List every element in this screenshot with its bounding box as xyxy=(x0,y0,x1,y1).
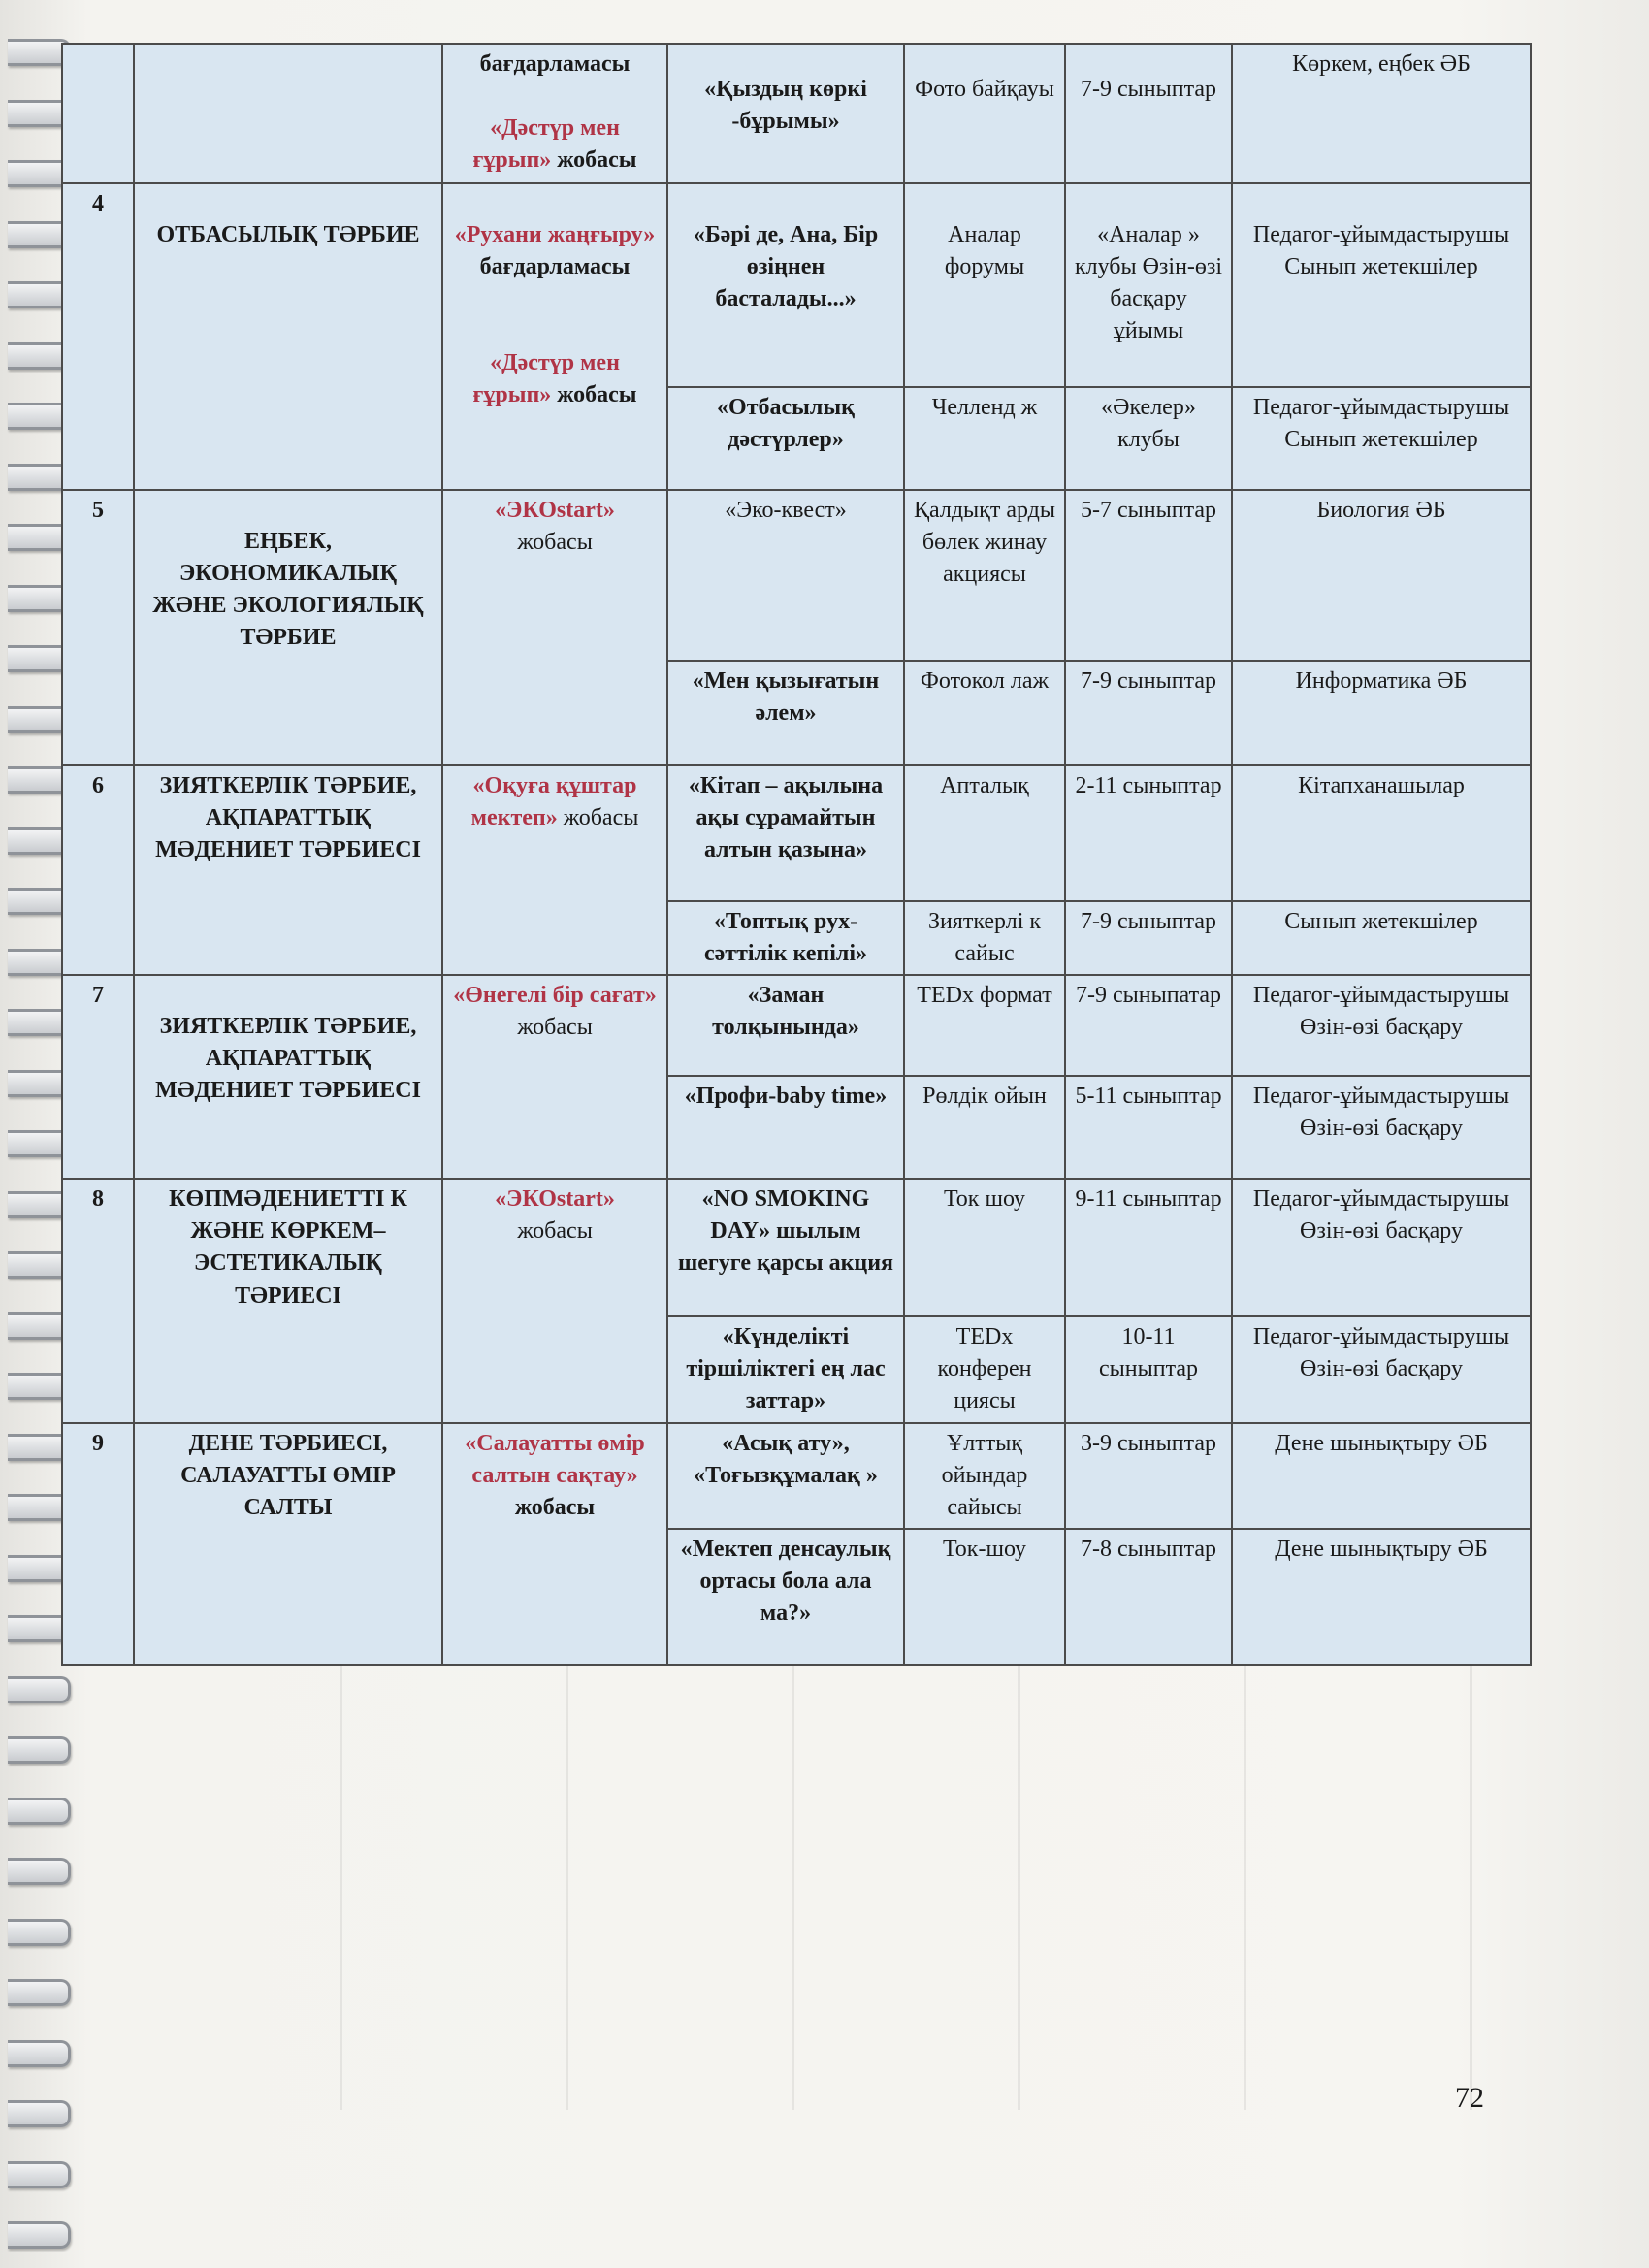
event-title: «Асық ату», «Тоғызқұмалақ » xyxy=(667,1423,904,1529)
program-cell xyxy=(442,44,667,183)
event-title: «Күнделікті тіршіліктегі ең лас заттар» xyxy=(667,1316,904,1422)
show-through-background xyxy=(116,1664,1533,2110)
program-suffix-2: жобасы xyxy=(557,382,637,408)
program-cell xyxy=(442,1179,667,1422)
event-title: «Заман толқынында» xyxy=(667,975,904,1076)
event-grade: 5-11 сыныптар xyxy=(1065,1076,1232,1179)
table-row xyxy=(62,1423,1531,1529)
program-suffix: жобасы xyxy=(517,1218,593,1245)
program-title: «ЭКОstart» xyxy=(495,498,615,523)
binding-ring xyxy=(8,2221,71,2249)
event-grade: 7-9 сыныптар xyxy=(1065,901,1232,975)
event-form: Рөлдік ойын xyxy=(904,1076,1065,1179)
event-form: Челленд ж xyxy=(904,387,1065,490)
event-title: «Эко-квест» xyxy=(667,490,904,661)
event-grade: 7-9 сыныптар xyxy=(1065,44,1232,183)
binding-ring xyxy=(8,1676,71,1703)
event-title: «NO SMOKING DAY» шылым шегуге қарсы акция xyxy=(667,1179,904,1316)
program-suffix: жобасы xyxy=(557,147,637,174)
event-grade: 5-7 сыныптар xyxy=(1065,490,1232,661)
event-title: «Қыздың көркі -бұрымы» xyxy=(667,44,904,183)
event-title: «Бәрі де, Ана, Бір өзіңнен басталады...» xyxy=(667,183,904,387)
row-number: 7 xyxy=(62,975,134,1179)
program-title: «Салауатты өмір салтын сақтау» xyxy=(465,1430,645,1488)
event-responsible: Кітапханашылар xyxy=(1232,765,1531,901)
event-grade: «Әкелер» клубы xyxy=(1065,387,1232,490)
education-plan-table xyxy=(61,43,1532,1666)
event-form: TEDx конферен циясы xyxy=(904,1316,1065,1422)
binding-ring xyxy=(8,1736,71,1764)
direction-cell: КӨПМӘДЕНИЕТТІ К ЖӘНЕ КӨРКЕМ–ЭСТЕТИКАЛЫҚ ТӘРИЕСІ xyxy=(134,1179,442,1422)
direction-cell: ЗИЯТКЕРЛІК ТӘРБИЕ, АҚПАРАТТЫҚ МӘДЕНИЕТ ТӘРБИЕСІ xyxy=(134,765,442,975)
row-number xyxy=(62,44,134,183)
event-grade: 3-9 сыныптар xyxy=(1065,1423,1232,1529)
event-responsible: Информатика ӘБ xyxy=(1232,661,1531,765)
program-title: «Рухани жаңғыру» xyxy=(454,222,656,247)
event-responsible: Биология ӘБ xyxy=(1232,490,1531,661)
event-responsible: Педагог-ұйымдастырушы Сынып жетекшілер xyxy=(1232,387,1531,490)
event-responsible: Сынып жетекшілер xyxy=(1232,901,1531,975)
event-responsible: Педагог-ұйымдастырушы Өзін-өзі басқару xyxy=(1232,975,1531,1076)
event-responsible: Көркем, еңбек ӘБ xyxy=(1232,44,1531,183)
program-suffix: жобасы xyxy=(517,1015,593,1041)
binding-ring xyxy=(8,1979,71,2006)
program-title-2: «Дәстүр мен ғұрып» xyxy=(472,350,620,408)
event-form: Зияткерлі к сайыс xyxy=(904,901,1065,975)
event-responsible: Педагог-ұйымдастырушы Өзін-өзі басқару xyxy=(1232,1076,1531,1179)
direction-cell: ОТБАСЫЛЫҚ ТӘРБИЕ xyxy=(134,183,442,490)
event-form: Ток-шоу xyxy=(904,1529,1065,1665)
event-grade: 2-11 сыныптар xyxy=(1065,765,1232,901)
table-row xyxy=(62,490,1531,661)
binding-ring xyxy=(8,2161,71,2188)
binding-ring xyxy=(8,2040,71,2067)
binding-ring xyxy=(8,1858,71,1885)
direction-cell: ЕҢБЕК, ЭКОНОМИКАЛЫҚ ЖӘНЕ ЭКОЛОГИЯЛЫҚ ТӘРБИЕ xyxy=(134,490,442,765)
program-cell xyxy=(442,490,667,765)
row-number: 5 xyxy=(62,490,134,765)
table-row xyxy=(62,975,1531,1076)
event-grade: 9-11 сыныптар xyxy=(1065,1179,1232,1316)
event-form: Фото байқауы xyxy=(904,44,1065,183)
table-row xyxy=(62,183,1531,387)
program-title: «ЭКОstart» xyxy=(495,1186,615,1213)
event-grade: 7-9 сыныптар xyxy=(1065,661,1232,765)
page-number: 72 xyxy=(1455,2082,1484,2114)
binding-ring xyxy=(8,1919,71,1946)
event-form: Аналар форумы xyxy=(904,183,1065,387)
program-suffix: жобасы xyxy=(563,805,639,831)
binding-ring xyxy=(8,2100,71,2127)
row-number: 6 xyxy=(62,765,134,975)
program-suffix: бағдарламасы xyxy=(479,254,630,280)
event-title: «Профи-baby time» xyxy=(667,1076,904,1179)
row-number: 8 xyxy=(62,1179,134,1422)
program-title: «Өнегелі бір сағат» xyxy=(453,983,657,1009)
table-row xyxy=(62,44,1531,183)
event-grade: «Аналар » клубы Өзін-өзі басқару ұйымы xyxy=(1065,183,1232,387)
event-title: «Кітап – ақылына ақы сұрамайтын алтын қазына» xyxy=(667,765,904,901)
direction-cell xyxy=(134,44,442,183)
binding-ring xyxy=(8,1798,71,1825)
event-title: «Мен қызығатын әлем» xyxy=(667,661,904,765)
event-responsible: Дене шынықтыру ӘБ xyxy=(1232,1529,1531,1665)
event-form: TEDx формат xyxy=(904,975,1065,1076)
event-title: «Отбасылық дәстүрлер» xyxy=(667,387,904,490)
event-grade: 7-9 сыныпатар xyxy=(1065,975,1232,1076)
event-form: Фотокол лаж xyxy=(904,661,1065,765)
program-title: «Оқуға құштар мектеп» xyxy=(470,773,637,831)
program-title: «Дәстүр мен ғұрып» xyxy=(472,115,620,174)
table-row xyxy=(62,1179,1531,1316)
event-grade: 7-8 сыныптар xyxy=(1065,1529,1232,1665)
event-form: Ток шоу xyxy=(904,1179,1065,1316)
event-responsible: Дене шынықтыру ӘБ xyxy=(1232,1423,1531,1529)
event-responsible: Педагог-ұйымдастырушы Сынып жетекшілер xyxy=(1232,183,1531,387)
direction-cell: ДЕНЕ ТӘРБИЕСІ, САЛАУАТТЫ ӨМІР САЛТЫ xyxy=(134,1423,442,1665)
event-title: «Мектеп денсаулық ортасы бола ала ма?» xyxy=(667,1529,904,1665)
program-cell xyxy=(442,765,667,975)
event-responsible: Педагог-ұйымдастырушы Өзін-өзі басқару xyxy=(1232,1179,1531,1316)
program-suffix: жобасы xyxy=(514,1494,596,1520)
table-row xyxy=(62,765,1531,901)
event-title: «Топтық рух-сәттілік кепілі» xyxy=(667,901,904,975)
row-number: 9 xyxy=(62,1423,134,1665)
event-form: Апталық xyxy=(904,765,1065,901)
direction-cell: ЗИЯТКЕРЛІК ТӘРБИЕ, АҚПАРАТТЫҚ МӘДЕНИЕТ ТӘРБИЕСІ xyxy=(134,975,442,1179)
row-number: 4 xyxy=(62,183,134,490)
program-suffix: жобасы xyxy=(517,530,593,556)
event-form: Қалдықт арды бөлек жинау акциясы xyxy=(904,490,1065,661)
event-grade: 10-11 сыныптар xyxy=(1065,1316,1232,1422)
program-cell xyxy=(442,975,667,1179)
program-text: бағдарламасы xyxy=(479,51,630,77)
program-cell xyxy=(442,183,667,490)
event-responsible: Педагог-ұйымдастырушы Өзін-өзі басқару xyxy=(1232,1316,1531,1422)
program-cell xyxy=(442,1423,667,1665)
event-form: Ұлттық ойындар сайысы xyxy=(904,1423,1065,1529)
